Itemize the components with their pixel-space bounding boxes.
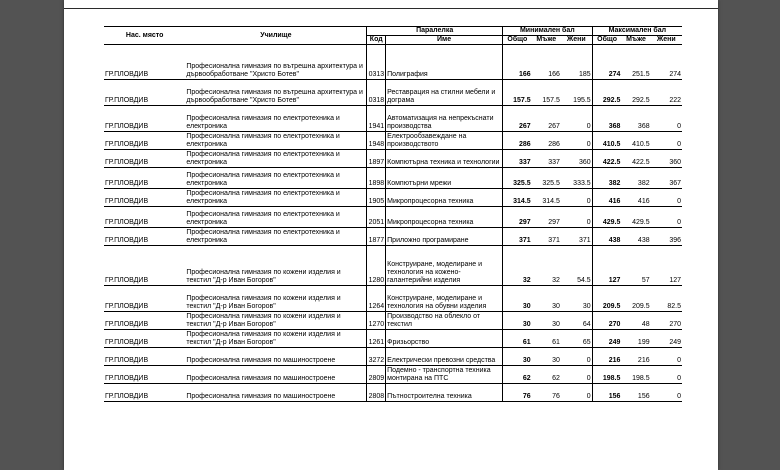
- max-total-cell: 416: [592, 189, 621, 207]
- min-male-cell: 76: [532, 384, 561, 402]
- header-max-total: Общо: [592, 36, 621, 45]
- min-female-cell: 54.5: [561, 246, 592, 286]
- code-cell: 1264: [367, 286, 386, 312]
- table-row: [104, 384, 682, 402]
- school-cell: Професионална гимназия по кожени изделия и текстил "Д-р Иван Богоров": [185, 286, 367, 312]
- max-male-cell: 382: [621, 168, 650, 189]
- max-male-cell: 438: [621, 228, 650, 246]
- min-male-cell: 286: [532, 132, 561, 150]
- min-total-cell: 30: [502, 286, 531, 312]
- max-male-cell: 48: [621, 312, 650, 330]
- table-row: [104, 207, 682, 228]
- min-total-cell: 297: [502, 207, 531, 228]
- min-male-cell: 30: [532, 286, 561, 312]
- min-total-cell: 314.5: [502, 189, 531, 207]
- max-female-cell: 396: [651, 228, 682, 246]
- table-row: [104, 168, 682, 189]
- program-name-cell: Микропроцесорна техника: [386, 207, 503, 228]
- max-total-cell: 429.5: [592, 207, 621, 228]
- code-cell: 2808: [367, 384, 386, 402]
- max-total-cell: 249: [592, 330, 621, 348]
- table-row: [104, 286, 682, 312]
- program-name-cell: Електрообзавеждане на производството: [386, 132, 503, 150]
- min-female-cell: 333.5: [561, 168, 592, 189]
- min-total-cell: 32: [502, 246, 531, 286]
- max-total-cell: 156: [592, 384, 621, 402]
- code-cell: 2809: [367, 366, 386, 384]
- max-total-cell: 438: [592, 228, 621, 246]
- max-female-cell: 0: [651, 366, 682, 384]
- code-cell: 2051: [367, 207, 386, 228]
- max-total-cell: 216: [592, 348, 621, 366]
- program-name-cell: Пътностроителна техника: [386, 384, 503, 402]
- min-total-cell: 62: [502, 366, 531, 384]
- max-male-cell: 251.5: [621, 45, 650, 80]
- min-female-cell: 30: [561, 286, 592, 312]
- place-cell: ГР.ПЛОВДИВ: [104, 246, 185, 286]
- program-name-cell: Автоматизация на непрекъснати производства: [386, 106, 503, 132]
- program-name-cell: Компютърна техника и технологии: [386, 150, 503, 168]
- table-row: [104, 228, 682, 246]
- max-male-cell: 416: [621, 189, 650, 207]
- min-female-cell: 0: [561, 384, 592, 402]
- place-cell: ГР.ПЛОВДИВ: [104, 168, 185, 189]
- school-cell: Професионална гимназия по електротехника и електроника: [185, 132, 367, 150]
- table-row: [104, 150, 682, 168]
- min-male-cell: 32: [532, 246, 561, 286]
- program-name-cell: Производство на облекло от текстил: [386, 312, 503, 330]
- min-male-cell: 337: [532, 150, 561, 168]
- code-cell: 1877: [367, 228, 386, 246]
- place-cell: ГР.ПЛОВДИВ: [104, 330, 185, 348]
- min-male-cell: 166: [532, 45, 561, 80]
- min-total-cell: 157.5: [502, 80, 531, 106]
- table-row: [104, 45, 682, 80]
- max-male-cell: 368: [621, 106, 650, 132]
- code-cell: 1941: [367, 106, 386, 132]
- max-total-cell: 410.5: [592, 132, 621, 150]
- header-max-score: Максимален бал: [592, 27, 682, 36]
- max-total-cell: 422.5: [592, 150, 621, 168]
- header-min-score: Минимален бал: [502, 27, 592, 36]
- program-name-cell: Фризьорство: [386, 330, 503, 348]
- table-row: [104, 330, 682, 348]
- table-row: [104, 348, 682, 366]
- header-paralelka: Паралелка: [367, 27, 503, 36]
- min-female-cell: 0: [561, 366, 592, 384]
- table-row: [104, 189, 682, 207]
- min-female-cell: 0: [561, 132, 592, 150]
- header-max-male: Мъже: [621, 36, 650, 45]
- max-female-cell: 127: [651, 246, 682, 286]
- max-male-cell: 410.5: [621, 132, 650, 150]
- program-name-cell: Подемно - транспортна техника монтирана на ПТС: [386, 366, 503, 384]
- admissions-table: [104, 26, 682, 402]
- header-school: Училище: [185, 27, 367, 45]
- min-female-cell: 0: [561, 189, 592, 207]
- max-female-cell: 360: [651, 150, 682, 168]
- max-male-cell: 156: [621, 384, 650, 402]
- max-female-cell: 82.5: [651, 286, 682, 312]
- school-cell: Професионална гимназия по кожени изделия и текстил "Д-р Иван Богоров": [185, 312, 367, 330]
- max-male-cell: 292.5: [621, 80, 650, 106]
- school-cell: Професионална гимназия по машиностроене: [185, 366, 367, 384]
- code-cell: 1897: [367, 150, 386, 168]
- max-total-cell: 274: [592, 45, 621, 80]
- min-male-cell: 267: [532, 106, 561, 132]
- previous-page-edge: [64, 0, 718, 9]
- school-cell: Професионална гимназия по електротехника и електроника: [185, 150, 367, 168]
- place-cell: ГР.ПЛОВДИВ: [104, 106, 185, 132]
- program-name-cell: Микропроцесорна техника: [386, 189, 503, 207]
- code-cell: 0318: [367, 80, 386, 106]
- min-total-cell: 166: [502, 45, 531, 80]
- school-cell: Професионална гимназия по електротехника и електроника: [185, 207, 367, 228]
- code-cell: 0313: [367, 45, 386, 80]
- program-name-cell: Полиграфия: [386, 45, 503, 80]
- min-total-cell: 30: [502, 312, 531, 330]
- place-cell: ГР.ПЛОВДИВ: [104, 384, 185, 402]
- place-cell: ГР.ПЛОВДИВ: [104, 286, 185, 312]
- max-female-cell: 0: [651, 106, 682, 132]
- max-male-cell: 198.5: [621, 366, 650, 384]
- max-total-cell: 209.5: [592, 286, 621, 312]
- school-cell: Професионална гимназия по кожени изделия и текстил "Д-р Иван Богоров": [185, 330, 367, 348]
- max-female-cell: 222: [651, 80, 682, 106]
- school-cell: Професионална гимназия по вътрешна архитектура и дървообработване "Христо Ботев": [185, 45, 367, 80]
- max-female-cell: 249: [651, 330, 682, 348]
- place-cell: ГР.ПЛОВДИВ: [104, 45, 185, 80]
- min-male-cell: 30: [532, 348, 561, 366]
- table-row: [104, 106, 682, 132]
- max-total-cell: 127: [592, 246, 621, 286]
- max-male-cell: 422.5: [621, 150, 650, 168]
- max-total-cell: 292.5: [592, 80, 621, 106]
- min-male-cell: 61: [532, 330, 561, 348]
- code-cell: 1948: [367, 132, 386, 150]
- program-name-cell: Конструиране, моделиране и технология на обувни изделия: [386, 286, 503, 312]
- min-male-cell: 157.5: [532, 80, 561, 106]
- code-cell: 1280: [367, 246, 386, 286]
- min-total-cell: 325.5: [502, 168, 531, 189]
- place-cell: ГР.ПЛОВДИВ: [104, 312, 185, 330]
- place-cell: ГР.ПЛОВДИВ: [104, 228, 185, 246]
- place-cell: ГР.ПЛОВДИВ: [104, 366, 185, 384]
- max-female-cell: 270: [651, 312, 682, 330]
- max-male-cell: 199: [621, 330, 650, 348]
- min-total-cell: 371: [502, 228, 531, 246]
- school-cell: Професионална гимназия по кожени изделия и текстил "Д-р Иван Богоров": [185, 246, 367, 286]
- code-cell: 1898: [367, 168, 386, 189]
- header-max-female: Жени: [651, 36, 682, 45]
- code-cell: 1261: [367, 330, 386, 348]
- place-cell: ГР.ПЛОВДИВ: [104, 189, 185, 207]
- min-male-cell: 325.5: [532, 168, 561, 189]
- table-row: [104, 80, 682, 106]
- min-male-cell: 314.5: [532, 189, 561, 207]
- min-male-cell: 30: [532, 312, 561, 330]
- max-total-cell: 270: [592, 312, 621, 330]
- max-female-cell: 274: [651, 45, 682, 80]
- code-cell: 1270: [367, 312, 386, 330]
- min-total-cell: 337: [502, 150, 531, 168]
- school-cell: Професионална гимназия по електротехника и електроника: [185, 189, 367, 207]
- min-total-cell: 30: [502, 348, 531, 366]
- document-page: [64, 0, 718, 470]
- place-cell: ГР.ПЛОВДИВ: [104, 132, 185, 150]
- max-male-cell: 209.5: [621, 286, 650, 312]
- max-total-cell: 198.5: [592, 366, 621, 384]
- max-female-cell: 0: [651, 189, 682, 207]
- max-female-cell: 0: [651, 132, 682, 150]
- program-name-cell: Реставрация на стилни мебели и дограма: [386, 80, 503, 106]
- place-cell: ГР.ПЛОВДИВ: [104, 207, 185, 228]
- min-male-cell: 371: [532, 228, 561, 246]
- max-female-cell: 0: [651, 207, 682, 228]
- school-cell: Професионална гимназия по машиностроене: [185, 384, 367, 402]
- max-female-cell: 0: [651, 384, 682, 402]
- min-female-cell: 371: [561, 228, 592, 246]
- header-place: Нас. място: [104, 27, 185, 45]
- min-total-cell: 267: [502, 106, 531, 132]
- school-cell: Професионална гимназия по електротехника и електроника: [185, 228, 367, 246]
- table-row: [104, 312, 682, 330]
- header-min-female: Жени: [561, 36, 592, 45]
- program-name-cell: Компютърни мрежи: [386, 168, 503, 189]
- program-name-cell: Конструиране, моделиране и технология на кожено-галантерийни изделия: [386, 246, 503, 286]
- header-name: Име: [386, 36, 503, 45]
- school-cell: Професионална гимназия по електротехника и електроника: [185, 168, 367, 189]
- place-cell: ГР.ПЛОВДИВ: [104, 150, 185, 168]
- min-female-cell: 195.5: [561, 80, 592, 106]
- min-total-cell: 286: [502, 132, 531, 150]
- min-female-cell: 65: [561, 330, 592, 348]
- max-female-cell: 0: [651, 348, 682, 366]
- min-female-cell: 185: [561, 45, 592, 80]
- code-cell: 1905: [367, 189, 386, 207]
- header-code: Код: [367, 36, 386, 45]
- school-cell: Професионална гимназия по вътрешна архитектура и дървообработване "Христо Ботев": [185, 80, 367, 106]
- program-name-cell: Електрически превозни средства: [386, 348, 503, 366]
- program-name-cell: Приложно програмиране: [386, 228, 503, 246]
- school-cell: Професионална гимназия по електротехника и електроника: [185, 106, 367, 132]
- header-min-total: Общо: [502, 36, 531, 45]
- place-cell: ГР.ПЛОВДИВ: [104, 80, 185, 106]
- min-female-cell: 0: [561, 106, 592, 132]
- min-male-cell: 62: [532, 366, 561, 384]
- table-row: [104, 132, 682, 150]
- school-cell: Професионална гимназия по машиностроене: [185, 348, 367, 366]
- table-row: [104, 246, 682, 286]
- code-cell: 3272: [367, 348, 386, 366]
- min-female-cell: 0: [561, 207, 592, 228]
- max-male-cell: 429.5: [621, 207, 650, 228]
- table-row: [104, 366, 682, 384]
- place-cell: ГР.ПЛОВДИВ: [104, 348, 185, 366]
- min-total-cell: 76: [502, 384, 531, 402]
- max-total-cell: 382: [592, 168, 621, 189]
- min-male-cell: 297: [532, 207, 561, 228]
- min-female-cell: 360: [561, 150, 592, 168]
- max-total-cell: 368: [592, 106, 621, 132]
- max-male-cell: 57: [621, 246, 650, 286]
- min-female-cell: 0: [561, 348, 592, 366]
- min-total-cell: 61: [502, 330, 531, 348]
- min-female-cell: 64: [561, 312, 592, 330]
- max-female-cell: 367: [651, 168, 682, 189]
- header-row-top: [104, 27, 682, 36]
- max-male-cell: 216: [621, 348, 650, 366]
- header-min-male: Мъже: [532, 36, 561, 45]
